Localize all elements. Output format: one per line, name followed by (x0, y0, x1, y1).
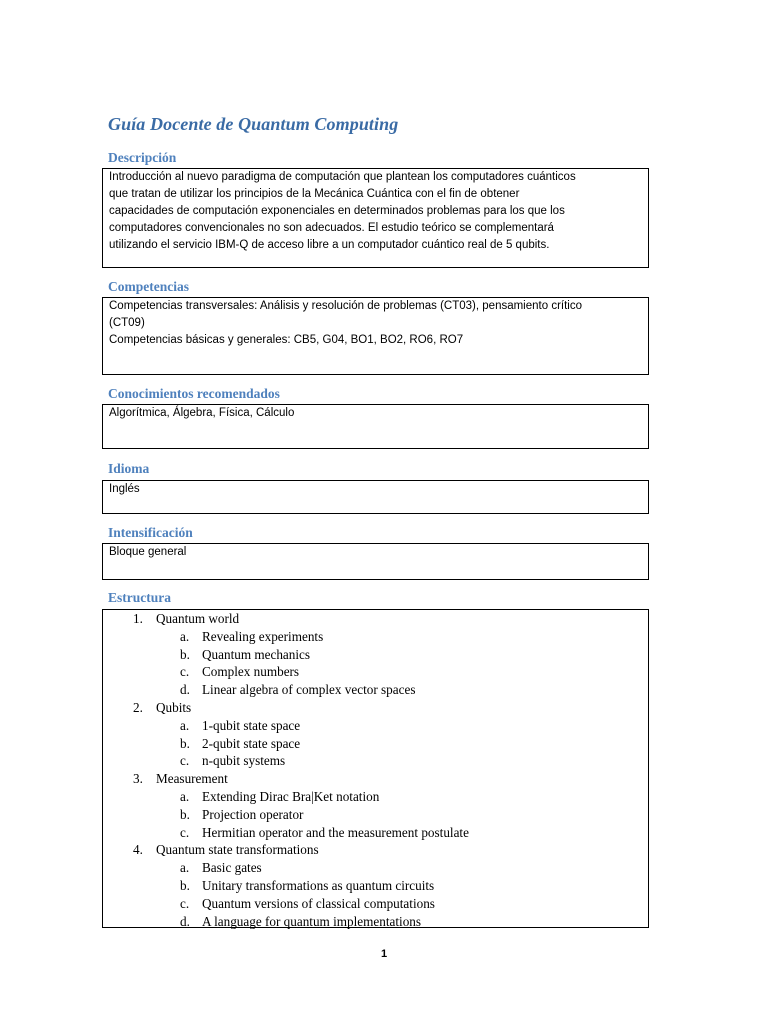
sub-item-letter: c. (180, 824, 190, 840)
box-estructura (102, 609, 649, 928)
item-number: 4. (133, 842, 143, 858)
sub-item-label: Basic gates (202, 860, 262, 876)
sub-item-letter: b. (180, 735, 190, 751)
box-intensificacion (102, 543, 649, 580)
item-number: 1. (133, 611, 143, 626)
box-descripcion (102, 168, 649, 268)
sub-item-label: Projection operator (202, 806, 304, 822)
sub-item-letter: c. (180, 895, 190, 911)
item-number: 2. (133, 699, 143, 715)
sub-item-letter: a. (180, 628, 190, 644)
heading-estructura: Estructura (108, 590, 171, 605)
sub-list-item (103, 717, 648, 735)
item-label: Quantum world (156, 611, 240, 626)
item-label: Measurement (156, 771, 228, 787)
competencias-line: (CT09) (109, 317, 145, 329)
sub-list-item (103, 663, 648, 681)
heading-competencias: Competencias (108, 279, 189, 294)
sub-item-letter: c. (180, 664, 190, 680)
sub-item-label: 1-qubit state space (202, 717, 301, 733)
sub-list-item (103, 895, 648, 913)
list-item (103, 610, 648, 628)
sub-item-letter: d. (180, 913, 190, 929)
sub-list-item (103, 877, 648, 895)
descripcion-line: computadores convencionales no son adecuados. El estudio teórico se complementará (109, 222, 554, 234)
estructura-list (103, 610, 648, 930)
sub-list-item (103, 628, 648, 646)
sub-list-item (103, 806, 648, 824)
sub-item-label: A language for quantum implementations (202, 913, 422, 929)
sub-item-letter: c. (180, 753, 190, 769)
list-item (103, 841, 648, 859)
sub-item-letter: b. (180, 646, 190, 662)
box-idioma (102, 480, 649, 514)
sub-item-label: Revealing experiments (202, 628, 324, 644)
conocimientos-text: Algorítmica, Álgebra, Física, Cálculo (109, 407, 295, 419)
box-conocimientos (102, 404, 649, 449)
box-competencias (102, 297, 649, 375)
heading-idioma: Idioma (108, 461, 150, 476)
competencias-line: Competencias básicas y generales: CB5, G04, BO1, BO2, RO6, RO7 (109, 334, 464, 346)
sub-list-item (103, 646, 648, 664)
sub-item-label: Complex numbers (202, 664, 300, 680)
sub-list-item (103, 735, 648, 753)
sub-list-item (103, 681, 648, 699)
list-item (103, 699, 648, 717)
heading-conocimientos: Conocimientos recomendados (108, 386, 280, 401)
competencias-line: Competencias transversales: Análisis y resolución de problemas (CT03), pensamiento crítico (109, 300, 582, 312)
sub-item-letter: a. (180, 860, 190, 876)
sub-item-label: Extending Dirac Bra|Ket notation (202, 788, 380, 804)
descripcion-line: Introducción al nuevo paradigma de computación que plantean los computadores cuánticos (109, 171, 576, 183)
heading-descripcion: Descripción (108, 150, 177, 165)
intensificacion-text: Bloque general (109, 546, 187, 558)
page-number: 1 (380, 948, 388, 960)
sub-list-item (103, 752, 648, 770)
item-number: 3. (133, 771, 143, 787)
sub-list-item (103, 913, 648, 931)
item-label: Qubits (156, 699, 192, 715)
sub-item-letter: b. (180, 806, 190, 822)
descripcion-line: que tratan de utilizar los principios de la Mecánica Cuántica con el fin de obtener (109, 188, 520, 200)
descripcion-line: utilizando el servicio IBM-Q de acceso libre a un computador cuántico real de 5 qubits. (109, 239, 550, 251)
sub-item-letter: a. (180, 717, 190, 733)
list-item (103, 770, 648, 788)
document-title: Guía Docente de Quantum Computing (108, 114, 399, 134)
sub-item-label: Unitary transformations as quantum circuits (202, 877, 435, 893)
heading-intensificacion: Intensificación (108, 525, 193, 540)
descripcion-line: capacidades de computación exponenciales en determinados problemas para los que los (109, 205, 565, 217)
sub-item-letter: a. (180, 788, 190, 804)
sub-item-label: Linear algebra of complex vector spaces (202, 682, 416, 698)
sub-item-letter: b. (180, 877, 190, 893)
idioma-text: Inglés (109, 483, 140, 495)
sub-item-label: Quantum mechanics (202, 646, 311, 662)
item-label: Quantum state transformations (156, 842, 319, 858)
sub-item-label: n-qubit systems (202, 753, 286, 769)
sub-list-item (103, 824, 648, 842)
sub-item-label: Hermitian operator and the measurement postulate (202, 824, 469, 840)
sub-list-item (103, 859, 648, 877)
sub-list-item (103, 788, 648, 806)
sub-item-label: Quantum versions of classical computations (202, 895, 435, 911)
sub-item-label: 2-qubit state space (202, 735, 301, 751)
sub-item-letter: d. (180, 682, 190, 698)
